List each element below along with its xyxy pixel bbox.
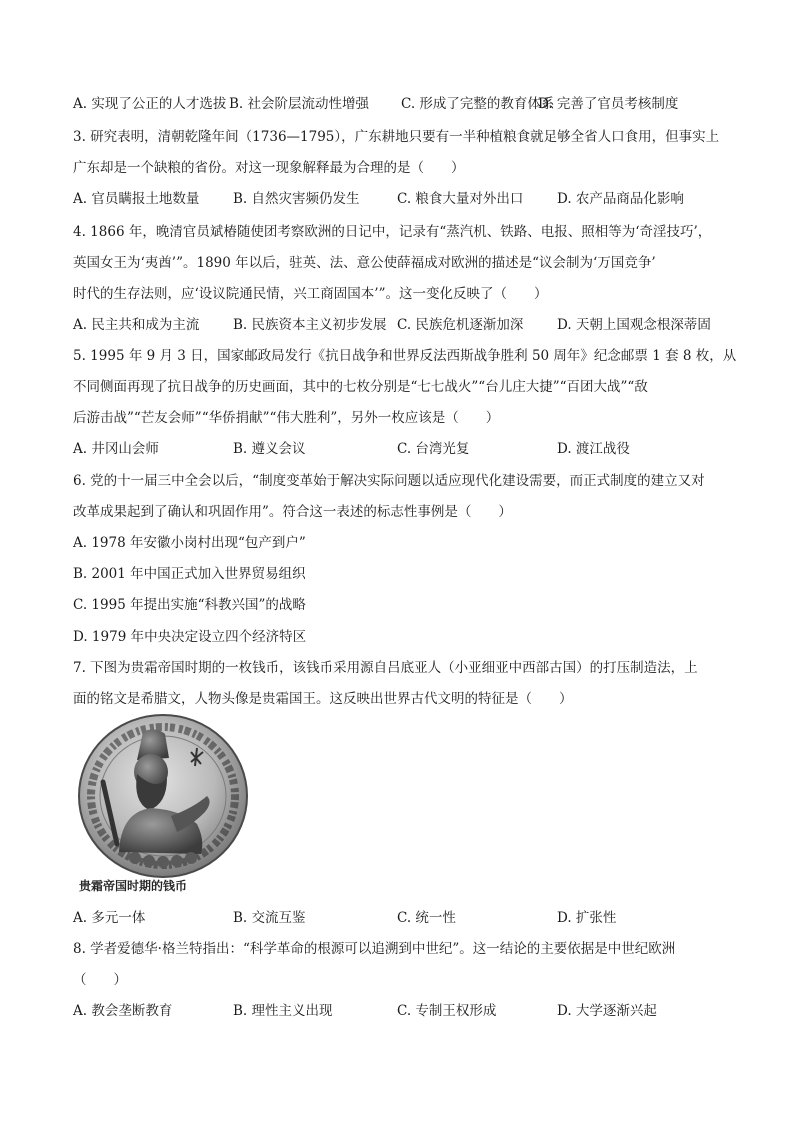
option-b: B. 交流互鉴	[233, 910, 306, 926]
option-d: D. 1979 年中央决定设立四个经济特区	[73, 629, 307, 645]
option-b: B. 理性主义出现	[233, 1003, 333, 1019]
question-stem-line: 改革成果起到了确认和巩固作用”。符合这一表述的标志性事例是（ ）	[73, 504, 512, 520]
option-a: A. 民主共和成为主流	[73, 317, 200, 333]
option-b: B. 自然灾害频仍发生	[233, 191, 360, 207]
option-d: D. 大学逐渐兴起	[557, 1003, 657, 1019]
question-stem-line: 5. 1995 年 9 月 3 日，国家邮政局发行《抗日战争和世界反法西斯战争胜利 50 周年》纪念邮票 1 套 8 枚，从	[73, 348, 737, 364]
option-a: A. 官员瞒报土地数量	[73, 191, 200, 207]
option-b: B. 民族资本主义初步发展	[233, 317, 387, 333]
question-stem-line: 英国女王为‘夷酋’”。1890 年以后，驻英、法、意公使薛福成对欧洲的描述是“议会制为‘万国竞争’	[73, 255, 656, 271]
option-d: D. 天朝上国观念根深蒂固	[557, 317, 711, 333]
question-stem-line: 时代的生存法则，应‘设议院通民情，兴工商固国本’”。这一变化反映了（ ）	[73, 286, 548, 302]
option-a: A. 井冈山会师	[73, 441, 159, 457]
option-c: C. 1995 年提出实施“科教兴国”的战略	[73, 597, 306, 613]
option-d: D. 扩张性	[557, 910, 617, 926]
option-b: B. 社会阶层流动性增强	[229, 96, 370, 112]
option-c: C. 统一性	[397, 910, 456, 926]
question-stem-line: 4. 1866 年，晚清官员斌椿随使团考察欧洲的日记中，记录有“蒸汽机、铁路、电报、照相等为‘奇淫技巧’，	[73, 224, 712, 240]
option-d: D. 渡江战役	[557, 441, 630, 457]
question-stem-line: 广东却是一个缺粮的省份。对这一现象解释最为合理的是（ ）	[73, 160, 465, 176]
option-a: A. 多元一体	[73, 910, 146, 926]
option-c: C. 民族危机逐渐加深	[397, 317, 524, 333]
figure-caption: 贵霜帝国时期的钱币	[79, 879, 188, 893]
kushan-coin-image	[73, 712, 253, 880]
question-stem-line: 6. 党的十一届三中全会以后，“制度变革始于解决实际问题以适应现代化建设需要，而正式制度的建立又对	[73, 473, 705, 489]
option-c: C. 形成了完整的教育体系	[401, 96, 555, 112]
question-stem-line: 后游击战”“芒友会师”“华侨捐献”“伟大胜利”，另外一枚应该是（ ）	[73, 410, 500, 426]
option-a: A. 教会垄断教育	[73, 1003, 173, 1019]
option-d: D. 农产品商品化影响	[557, 191, 684, 207]
option-b: B. 2001 年中国正式加入世界贸易组织	[73, 566, 306, 582]
option-c: C. 台湾光复	[397, 441, 470, 457]
option-a: A. 1978 年安徽小岗村出现“包产到户”	[73, 535, 306, 551]
option-c: C. 粮食大量对外出口	[397, 191, 524, 207]
question-stem-line: 不同侧面再现了抗日战争的历史画面，其中的七枚分别是“七七战火”“台儿庄大捷”“百团大战”“敌	[73, 379, 648, 395]
option-a: A. 实现了公正的人才选拔	[73, 96, 227, 112]
question-stem-line: 8. 学者爱德华·格兰特指出：“科学革命的根源可以追溯到中世纪”。这一结论的主要依据是中世纪欧洲	[73, 941, 676, 957]
option-b: B. 遵义会议	[233, 441, 306, 457]
question-stem-line: 3. 研究表明，清朝乾隆年间（1736—1795），广东耕地只要有一半种植粮食就足够全省人口食用，但事实上	[73, 129, 720, 145]
option-c: C. 专制王权形成	[397, 1003, 497, 1019]
question-stem-line: 面的铭文是希腊文，人物头像是贵霜国王。这反映出世界古代文明的特征是（ ）	[73, 691, 573, 707]
question-stem-line: 7. 下图为贵霜帝国时期的一枚钱币，该钱币采用源自吕底亚人（小亚细亚中西部古国）的打压制造法，上	[73, 660, 698, 676]
question-stem-line: （ ）	[73, 972, 127, 988]
option-d: D. 完善了官员考核制度	[538, 96, 679, 112]
